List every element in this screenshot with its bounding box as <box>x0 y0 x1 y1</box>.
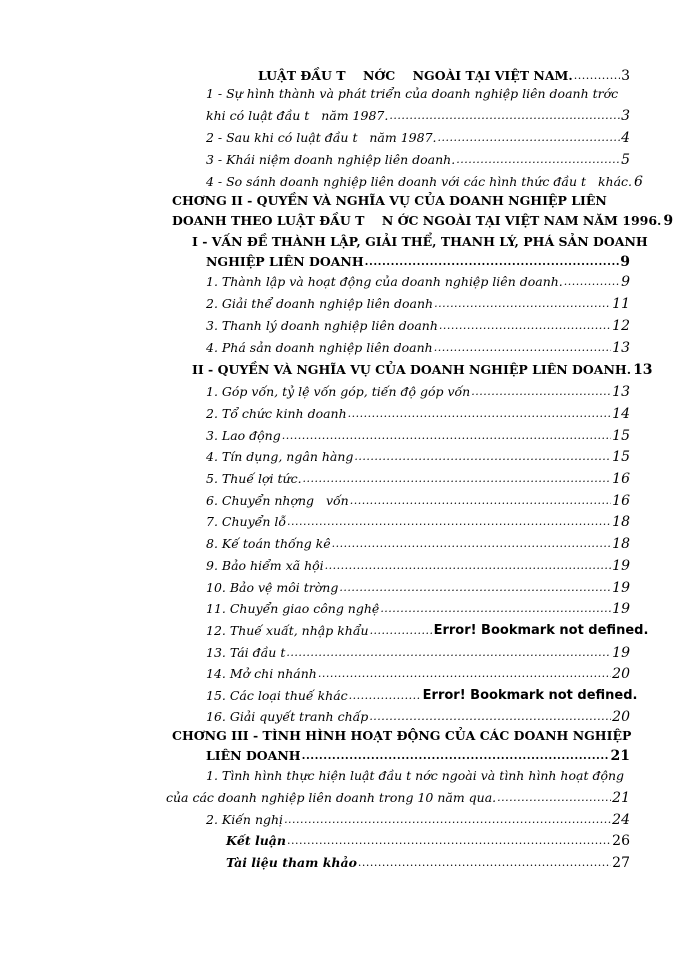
section-heading: I - VẤN ĐỀ THÀNH LẬP, GIẢI THỂ, THANH LÝ, PHÁ SẢN DOANH <box>192 234 648 249</box>
toc-entry: 4. Tín dụng, ngân hàng ..... 15 <box>206 447 630 465</box>
chapter-heading: CHƠNG II - QUYỀN VÀ NGHĨA VỤ CỦA DOANH NGHIỆP LIÊN <box>172 193 607 208</box>
toc-entry: 13. Tái đầu t ..... 19 <box>206 643 630 661</box>
toc-entry: Kết luận ..... 26 <box>226 831 630 849</box>
toc-entry: LIÊN DOANH ..... 21 <box>206 746 630 764</box>
toc-entry: 1. Thành lập và hoạt động của doanh nghiệp liên doanh. ..... 9 <box>206 272 630 290</box>
toc-entry: 4 - So sánh doanh nghiệp liên doanh với các hình thức đầu t khác. 6 <box>206 174 643 190</box>
toc-entry: 6. Chuyển nhợng vốn ..... 16 <box>206 491 630 509</box>
toc-entry: NGHIỆP LIÊN DOANH ..... 9 <box>206 252 630 270</box>
toc-entry-error: 12. Thuế xuất, nhập khẩu ..... Error! Bookmark not defined. <box>206 621 634 639</box>
toc-entry: 4. Phá sản doanh nghiệp liên doanh ..... 13 <box>206 338 630 356</box>
toc-entry: II - QUYỀN VÀ NGHĨA VỤ CỦA DOANH NGHIỆP LIÊN DOANH. 13 <box>192 362 653 378</box>
toc-entry: 16. Giải quyết tranh chấp ..... 20 <box>206 707 630 725</box>
toc-entry: 1. Góp vốn, tỷ lệ vốn góp, tiến độ góp vốn ..... 13 <box>206 382 630 400</box>
toc-entry: 7. Chuyển lỗ ..... 18 <box>206 512 630 530</box>
chapter-heading: CHƠNG III - TÌNH HÌNH HOẠT ĐỘNG CỦA CÁC DOANH NGHIỆP <box>172 728 632 743</box>
toc-entry: 3. Thanh lý doanh nghiệp liên doanh ..... 12 <box>206 316 630 334</box>
toc-entry: DOANH THEO LUẬT ĐẦU T N ỚC NGOÀI TẠI VIỆT NAM NĂM 1996. 9 <box>172 213 674 229</box>
toc-entry: 2 - Sau khi có luật đầu t năm 1987. ..... 4 <box>206 128 630 146</box>
toc-entry: 3. Lao động ..... 15 <box>206 426 630 444</box>
toc-entry: 1 - Sự hình thành và phát triển của doanh nghiệp liên doanh trớc <box>206 86 619 101</box>
toc-entry: Tài liệu tham khảo ..... 27 <box>226 853 630 871</box>
toc-entry: 11. Chuyển giao công nghệ ..... 19 <box>206 599 630 617</box>
toc-entry: 2. Giải thể doanh nghiệp liên doanh ..... 11 <box>206 294 630 312</box>
toc-entry: 10. Bảo vệ môi trờng ..... 19 <box>206 578 630 596</box>
toc-entry: 9. Bảo hiểm xã hội ..... 19 <box>206 556 630 574</box>
toc-entry: 8. Kế toán thống kê ..... 18 <box>206 534 630 552</box>
toc-entry-error: 15. Các loại thuế khác ..... Error! Bookmark not defined. <box>206 686 634 704</box>
toc-entry: khi có luật đầu t năm 1987. ..... 3 <box>206 106 630 124</box>
toc-entry: 14. Mở chi nhánh ..... 20 <box>206 664 630 682</box>
toc-entry: 2. Kiến nghị ..... 24 <box>206 810 630 828</box>
toc-entry: LUẬT ĐẦU T NỚC NGOÀI TẠI VIỆT NAM. ..... 3 <box>258 66 630 84</box>
toc-entry: 5. Thuế lợi tức. ..... 16 <box>206 469 630 487</box>
toc-entry: 1. Tình hình thực hiện luật đầu t nớc ngoài và tình hình hoạt động <box>206 768 625 783</box>
toc-entry: của các doanh nghiệp liên doanh trong 10 năm qua. ..... 21 <box>166 788 630 806</box>
toc-entry: 3 - Khái niệm doanh nghiệp liên doanh. ..... 5 <box>206 150 630 168</box>
toc-entry: 2. Tổ chức kinh doanh ..... 14 <box>206 404 630 422</box>
